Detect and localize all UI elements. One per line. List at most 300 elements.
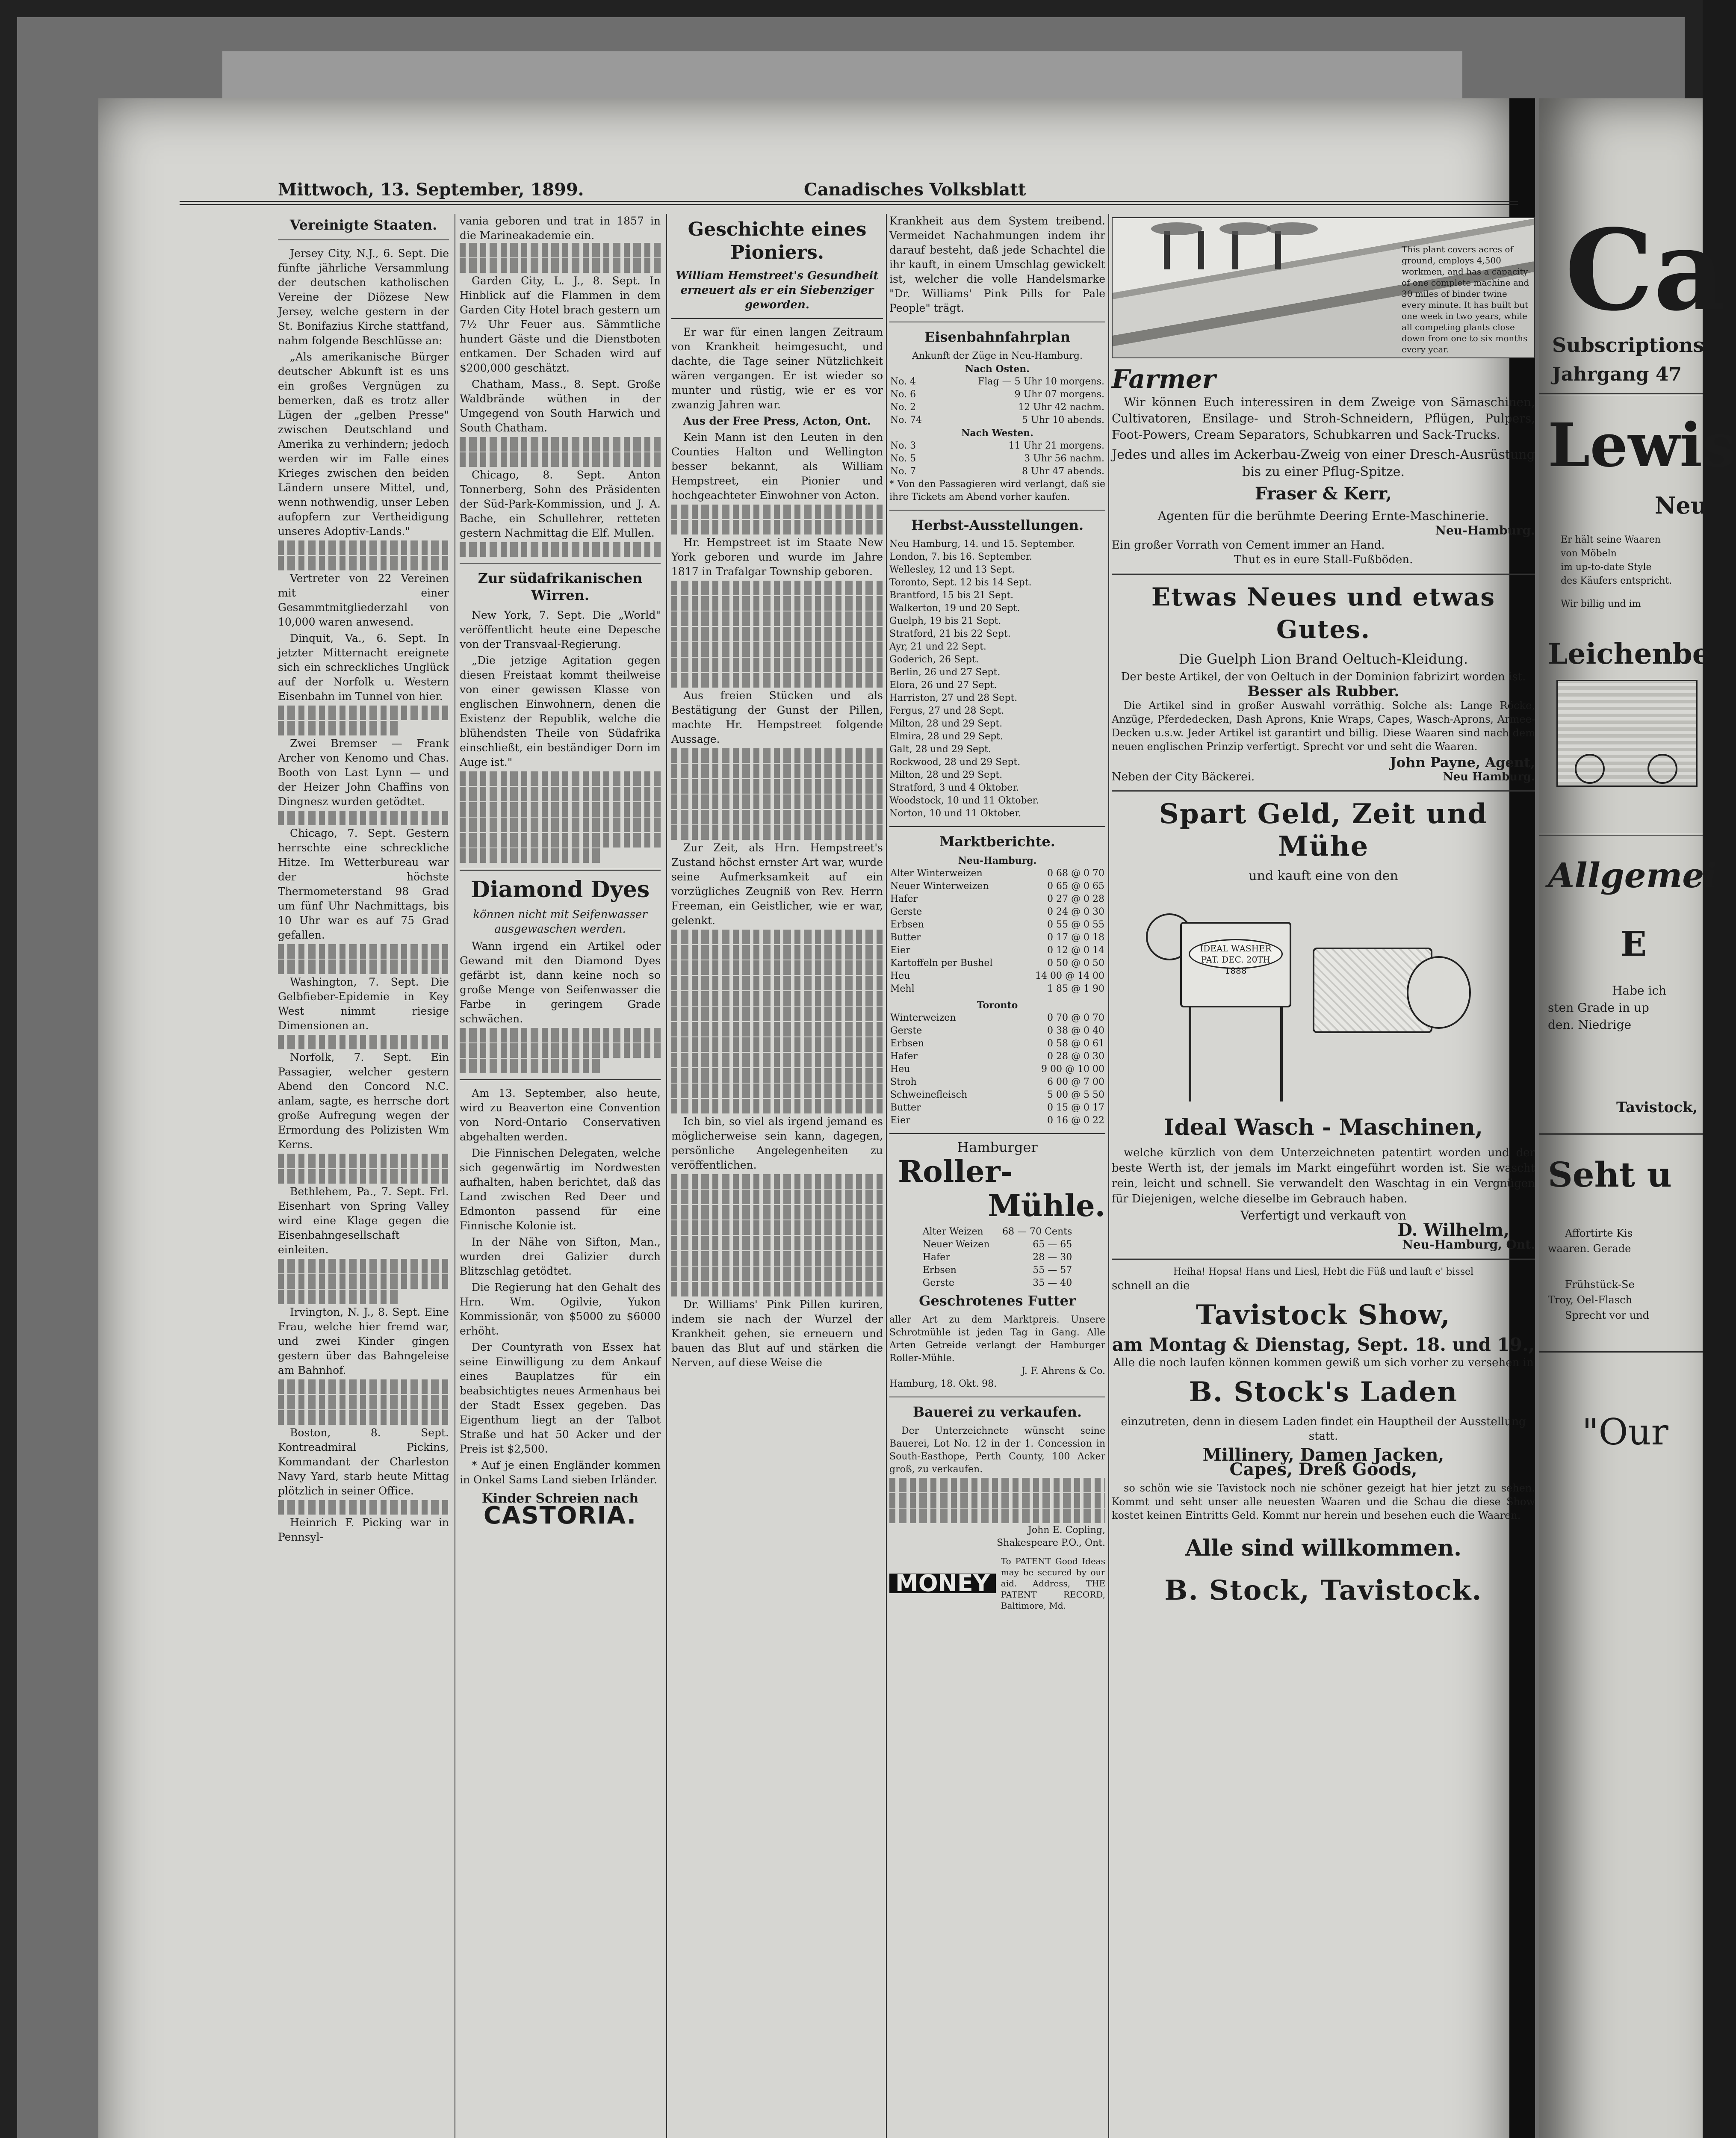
illegible-text: [671, 1236, 883, 1250]
show-ad-date: am Montag & Dienstag, Sept. 18. und 19.,: [1112, 1334, 1535, 1355]
illegible-text: [278, 1290, 398, 1304]
commodity: Hafer: [890, 1051, 918, 1062]
train-time: 8 Uhr 47 abends.: [1022, 466, 1104, 477]
chimney-icon: [1164, 231, 1170, 269]
firm-tagline: Agenten für die berühmte Deering Ernte-Maschinerie.: [1157, 509, 1489, 523]
farm-sale-heading: Bauerei zu verkaufen.: [912, 1404, 1082, 1420]
illegible-text: [671, 642, 883, 657]
money-ad-text: To PATENT Good Ideas may be secured by our aid. Address, THE PATENT RECORD, Baltimore, Md.: [1001, 1556, 1105, 1611]
list-item: Fergus, 27 und 28 Sept.: [889, 706, 1004, 716]
illegible-text: [460, 258, 661, 273]
news-item: vania geboren und trat in 1857 in die Marineakademie ein.: [460, 215, 661, 242]
illegible-text: [278, 960, 449, 974]
list-item: Harriston, 27 und 28 Sept.: [889, 693, 1018, 703]
show-ad-rhyme: Heiha! Hopsa! Hans und Liesl, Hebt die Füß und lauft e' bissel: [1173, 1267, 1474, 1277]
table-row: [889, 957, 1105, 970]
illegible-text: [460, 243, 661, 257]
ad-fragment: "Our: [1582, 1411, 1668, 1453]
illegible-text: [671, 520, 883, 534]
place-fragment: Tavistock,: [1616, 1099, 1698, 1116]
illegible-text: [460, 1043, 661, 1058]
commodity: Gerste: [890, 907, 922, 917]
divider: [671, 318, 883, 319]
text-fragment: Habe ich: [1612, 983, 1667, 998]
commodity: Alter Weizen: [922, 1226, 983, 1237]
ideal-ad-heading: Ideal Wasch - Maschinen,: [1164, 1114, 1483, 1140]
chimney-icon: [1275, 231, 1281, 269]
list-item: Elmira, 28 und 29 Sept.: [889, 731, 1004, 742]
money-logo: MONEY: [889, 1574, 996, 1593]
table-row: [889, 867, 1105, 880]
illegible-text: [278, 1154, 449, 1168]
train-number: No. 7: [890, 466, 916, 477]
column-3: [671, 214, 883, 2138]
news-item: Washington, 7. Sept. Die Gelbfieber-Epidemie in Key West nimmt riesige Dimensionen an.: [278, 976, 449, 1032]
table-row: [889, 401, 1105, 414]
column-2: [460, 214, 661, 2138]
illegible-text: [671, 779, 883, 794]
feed-text: aller Art zu dem Marktpreis. Unsere Schrotmühle ist jeden Tag in Gang. Alle Arten Getreide verlangt der Hamburger Roller-Mühle.: [889, 1314, 1105, 1364]
toronto-subheading: Toronto: [977, 1000, 1018, 1011]
smoke-icon: [1219, 222, 1271, 235]
illegible-text: [671, 1068, 883, 1083]
price: 0 70 @ 0 70: [1047, 1013, 1104, 1023]
table-row: [889, 1114, 1105, 1127]
spart-ad-heading: Spart Geld, Zeit und Mühe: [1159, 798, 1488, 862]
illegible-text: [278, 944, 449, 959]
table-row: [889, 375, 1105, 388]
wheel-icon: [1575, 754, 1605, 784]
illegible-text: [460, 787, 661, 801]
article-paragraph: Dr. Williams' Pink Pillen kuriren, indem sie nach der Wurzel der Krankheit gehen, sie erneuern und bauen das Blut auf und stärken die Nerven, auf diese Weise die: [671, 1298, 883, 1369]
news-item: In der Nähe von Sifton, Man., wurden drei Galizier durch Blitzschlag getödtet.: [460, 1236, 661, 1277]
table-row: [889, 1101, 1105, 1114]
money-patent-ad: [889, 1556, 1105, 1611]
column-5-ads: [1112, 214, 1535, 2138]
table-row: [922, 1277, 1073, 1290]
illegible-text: [671, 611, 883, 626]
neues-ad-footer: [1112, 770, 1535, 784]
commodity: Eier: [890, 1115, 910, 1126]
ad-fragment: Seht u: [1548, 1155, 1672, 1195]
news-item: * Auf je einen Engländer kommen in Onkel Sams Land sieben Irländer.: [460, 1459, 661, 1486]
illegible-text: [889, 1509, 1105, 1523]
article-continuation: Krankheit aus dem System treibend. Vermeidet Nachahmungen indem ihr darauf besteht, daß jede Schachtel die ihr kauft, in einem Umschlag gewickelt ist, welcher die volle Handelsmarke "Dr. Williams' Pink Pills for Pale People" trägt.: [889, 215, 1105, 314]
illegible-text: [460, 818, 661, 832]
text-fragment: Frühstück-Se: [1565, 1279, 1635, 1290]
text-fragment: von Möbeln: [1561, 548, 1617, 559]
news-item: „Als amerikanische Bürger deutscher Abkunft ist es uns ein großes Vergnügen zu bemerken, daß es trotz aller Lügen der „gelben Presse" zwischen Deutschland und Amerika zu verhindern; jedoch werden wir im Falle eines Krieges zwischen den beiden Ländern unsere Mittel, und, wenn nothwendig, unser Leben aufopfern zur Vertheidigung unseres Adoptiv-Lands.": [278, 351, 449, 537]
illegible-text: [671, 1022, 883, 1037]
news-item: Irvington, N. J., 8. Sept. Eine Frau, welche hier fremd war, und zwei Kinder gingen gestern über das Bahngeleise am Bahnhof.: [278, 1306, 449, 1376]
news-item: New York, 7. Sept. Die „World" veröffentlicht heute eine Depesche von der Transvaal-Regierung.: [460, 609, 661, 650]
train-number: No. 5: [890, 453, 916, 464]
commodity: Stroh: [890, 1077, 917, 1087]
section-heading: Vereinigte Staaten.: [289, 217, 437, 233]
commodity: Butter: [890, 1102, 921, 1113]
article-paragraph: Zur Zeit, als Hrn. Hempstreet's Zustand höchst ernster Art war, wurde seine Aufmerksamkeit auf ein vorzügliches Zeugniß von Rev. Herrn Freeman, ein Geistlicher, wie er war, gelenkt.: [671, 842, 883, 927]
back-sheet-top-edge: [222, 51, 1462, 103]
text-fragment: Er hält seine Waaren: [1561, 534, 1661, 545]
ideal-ad-place: Neu-Hamburg, Ont.: [1402, 1237, 1535, 1252]
illegible-text: [671, 810, 883, 824]
train-number: No. 3: [890, 440, 916, 451]
illegible-text: [278, 1169, 449, 1184]
table-row: [889, 918, 1105, 931]
wheel-icon: [1647, 754, 1677, 784]
illegible-text: [278, 811, 449, 825]
train-time: Flag — 5 Uhr 10 morgens.: [978, 376, 1104, 387]
neues-ad-text: Der beste Artikel, der von Oeltuch in der Dominion fabrizirt worden ist.: [1121, 670, 1526, 683]
price: 35 — 40: [1033, 1278, 1072, 1288]
illegible-text: [671, 673, 883, 688]
ideal-ad-signature: D. Wilhelm,: [1397, 1220, 1509, 1240]
neues-ad-signature: John Payne, Agent,: [1390, 754, 1535, 771]
illegible-text: [671, 1174, 883, 1189]
illegible-text: [671, 1251, 883, 1266]
illegible-text: [671, 825, 883, 840]
news-item: Garden City, L. J., 8. Sept. In Hinblick auf die Flammen in dem Garden City Hotel brach gestern um 7½ Uhr Feuer aus. Sämmtliche hundert Gäste und die Dienstboten entkamen. Der Schaden wird auf $200,000 geschätzt.: [460, 275, 661, 374]
commodity: Erbsen: [890, 919, 924, 930]
chimney-icon: [1198, 231, 1204, 269]
commodity: Schweinefleisch: [890, 1090, 968, 1100]
market-table: [889, 867, 1105, 995]
divider: [1112, 790, 1535, 792]
commodity: Neuer Winterweizen: [890, 881, 989, 892]
text-fragment: Affortirte Kis: [1565, 1227, 1633, 1239]
price: 0 15 @ 0 17: [1047, 1102, 1104, 1113]
train-number: No. 2: [890, 402, 916, 413]
smoke-icon: [1267, 222, 1318, 235]
list-item: Toronto, Sept. 12 bis 14 Sept.: [889, 577, 1032, 588]
list-item: Rockwood, 28 und 29 Sept.: [889, 757, 1021, 768]
text-fragment: im up-to-date Style: [1561, 562, 1652, 573]
illegible-text: [671, 1007, 883, 1021]
illegible-text: [671, 960, 883, 975]
list-item: Brantford, 15 bis 21 Sept.: [889, 590, 1014, 601]
railway-east-table: [889, 375, 1105, 427]
illegible-text: [460, 771, 661, 786]
price: 0 50 @ 0 50: [1047, 958, 1104, 969]
mill-ad-title: Mühle.: [988, 1188, 1105, 1223]
commodity: Heu: [890, 1064, 910, 1075]
welcome-line: Alle sind willkommen.: [1185, 1535, 1462, 1561]
stock-ad-text: einzutreten, denn in diesem Laden findet ein Hauptheil der Ausstellung statt.: [1121, 1415, 1526, 1443]
illegible-text: [671, 1267, 883, 1281]
neues-ad-subheading: Die Guelph Lion Brand Oeltuch-Kleidung.: [1178, 651, 1468, 667]
column-rule: [666, 214, 667, 2138]
divider: [1112, 1258, 1535, 1260]
news-item: „Die jetzige Agitation gegen diesen Freistaat kommt theilweise von einer gewissen Klasse von englischen Einwohnern, denen die Existenz der Republik, welche die blühendsten Theile von Südafrika einschließt, ein beständiger Dorn im Auge ist.": [460, 654, 661, 768]
news-item: Bethlehem, Pa., 7. Sept. Frl. Eisenhart von Spring Valley wird eine Klage gegen die Eisenbahngesellschaft einleiten.: [278, 1185, 449, 1256]
illegible-text: [278, 556, 449, 570]
train-time: 5 Uhr 10 abends.: [1022, 415, 1104, 425]
commodity: Butter: [890, 932, 921, 943]
news-item: Chicago, 7. Sept. Gestern herrschte eine schreckliche Hitze. Im Wetterbureau war der höchste Thermometerstand 98 Grad um fünf Uhr Nachmittags, bis 10 Uhr war es auf 75 Grad gefallen.: [278, 827, 449, 941]
stock-ad-line: Capes, Dreß Goods,: [1229, 1459, 1417, 1479]
commodity: Erbsen: [922, 1265, 957, 1276]
table-row: [889, 388, 1105, 401]
list-item: Elora, 26 und 27 Sept.: [889, 680, 997, 691]
text-fragment: Wir billig und im: [1561, 599, 1641, 609]
illegible-text: [671, 930, 883, 944]
column-rule: [886, 214, 887, 2138]
illegible-text: [460, 1059, 600, 1073]
table-row: [922, 1238, 1073, 1251]
illegible-text: [278, 721, 398, 735]
news-item: Der Countyrath von Essex hat seine Einwilligung zu dem Ankauf eines Bauplatzes für ein beabsichtigtes neues Armenhaus bei der Stadt Essex gegeben. Das Eigenthum liegt an der Talbot Straße und hat 50 Acker und der Preis ist $2,500.: [460, 1341, 661, 1455]
text-fragment: sten Grade in up: [1548, 1001, 1649, 1015]
list-item: Norton, 10 und 11 Oktober.: [889, 808, 1022, 819]
table-row: [889, 452, 1105, 465]
funeral-ad-fragment: Leichenbe: [1548, 637, 1710, 670]
table-row: [889, 1037, 1105, 1050]
text-fragment: den. Niedrige: [1548, 1018, 1632, 1032]
list-item: Neu Hamburg, 14. und 15. September.: [889, 539, 1075, 549]
illegible-text: [278, 1259, 449, 1273]
ad-heading-diamond-dyes: Diamond Dyes: [470, 877, 650, 903]
table-row: [922, 1251, 1073, 1264]
washer-drum-end-icon: [1407, 956, 1471, 1029]
section-heading: Geschichte eines Pioniers.: [688, 219, 867, 263]
neues-ad-bold: Besser als Rubber.: [1247, 683, 1399, 700]
list-item: Goderich, 26 Sept.: [889, 654, 979, 665]
illegible-text: [671, 748, 883, 763]
commodity: Erbsen: [890, 1038, 924, 1049]
price: 0 65 @ 0 65: [1047, 881, 1104, 892]
news-item: Norfolk, 7. Sept. Ein Passagier, welcher gestern Abend den Concord N.C. anlam, sagte, es herrsche dort große Aufregung wegen der Ermordung des Polizisten Wm Kerns.: [278, 1051, 449, 1151]
price: 1 85 @ 1 90: [1047, 983, 1104, 994]
illegible-text: [671, 581, 883, 595]
running-head-date: Mittwoch, 13. September, 1899.: [278, 180, 584, 200]
commodity: Neuer Weizen: [922, 1239, 990, 1250]
toronto-market-table: [889, 1012, 1105, 1127]
ad-fragment: E: [1621, 924, 1647, 964]
subscription-fragment: Subscriptions: [1552, 334, 1704, 357]
cement-notice: Thut es in eure Stall-Fußböden.: [1234, 553, 1413, 566]
divider: [1539, 1351, 1703, 1353]
article-paragraph: Aus freien Stücken und als Bestätigung der Gunst der Pillen, machte Hr. Hempstreet folgende Aussage.: [671, 689, 883, 745]
commodity: Mehl: [890, 983, 915, 994]
illegible-text: [889, 1478, 1105, 1492]
neues-ad-place: Neu Hamburg.: [1443, 771, 1535, 783]
cement-notice: Ein großer Vorrath von Cement immer an Hand.: [1112, 539, 1385, 552]
head-rule: [180, 201, 1518, 205]
list-item: Galt, 28 und 29 Sept.: [889, 744, 991, 755]
list-item: Stratford, 3 und 4 Oktober.: [889, 783, 1019, 793]
illegible-text: [460, 848, 600, 863]
smoke-icon: [1151, 222, 1202, 235]
illegible-text: [460, 452, 661, 467]
show-ad-rhyme: schnell an die: [1112, 1279, 1190, 1292]
divider: [460, 1079, 661, 1080]
illegible-text: [278, 1274, 449, 1289]
market-subheading: Neu-Hamburg.: [958, 855, 1037, 866]
stock-ad-line: Millinery, Damen Jacken,: [1202, 1445, 1444, 1465]
news-item: Am 13. September, also heute, wird zu Beaverton eine Convention von Nord-Ontario Conservativen abgehalten werden.: [460, 1087, 661, 1143]
list-item: Walkerton, 19 und 20 Sept.: [889, 603, 1020, 614]
table-row: [889, 440, 1105, 452]
illegible-text: [671, 794, 883, 809]
train-number: No. 74: [890, 415, 922, 425]
farmer-ad-text: Wir können Euch interessiren in dem Zweige von Sämaschinen, Cultivatoren, Ensilage- und Stroh-Schneidern, Pflügen, Pulpers, Foot-Powers, Cream Separators, Schubkarren und Sack-Trucks.: [1112, 395, 1535, 442]
stock-ad-signature: B. Stock, Tavistock.: [1164, 1574, 1482, 1606]
fair-list: [889, 538, 1105, 820]
stock-ad-heading: B. Stock's Laden: [1189, 1376, 1458, 1408]
mill-ad-title: Roller-: [898, 1154, 1013, 1189]
news-item: Heinrich F. Picking war in Pennsyl-: [278, 1516, 449, 1543]
illegible-text: [671, 976, 883, 990]
illegible-text: [671, 658, 883, 672]
divider: [460, 869, 661, 871]
illegible-text: [278, 1500, 449, 1515]
illegible-text: [671, 1053, 883, 1067]
railway-note: * Von den Passagieren wird verlangt, daß sie ihre Tickets am Abend vorher kaufen.: [889, 479, 1105, 502]
section-heading-market: Marktberichte.: [939, 833, 1055, 850]
news-item: Die Regierung hat den Gehalt des Hrn. Wm. Ogilvie, Yukon Kommissionär, von $5000 zu $6000 erhöht.: [460, 1281, 661, 1337]
firm-name: Fraser & Kerr,: [1255, 484, 1392, 504]
running-head-paper: Canadisches Volksblatt: [804, 180, 1026, 200]
price: 28 — 30: [1033, 1252, 1072, 1263]
column-4: [889, 214, 1105, 2138]
table-row: [889, 465, 1105, 478]
neues-ad-heading: Etwas Neues und etwas Gutes.: [1151, 582, 1496, 644]
farmer-ad-text: Jedes und alles im Ackerbau-Zweig von einer Dresch-Ausrüstung bis zu einer Pflug-Spitze.: [1112, 447, 1535, 479]
price: 55 — 57: [1033, 1265, 1072, 1276]
article-paragraph: Kein Mann ist den Leuten in den Counties Halton und Wellington besser bekannt, als William Hempstreet, ein Pionier und hochgeachteter Einwohner von Acton.: [671, 431, 883, 502]
train-number: No. 4: [890, 376, 916, 387]
table-row: [889, 1050, 1105, 1063]
divider: [1539, 1133, 1703, 1135]
section-subheading: William Hemstreet's Gesundheit erneuert als er ein Siebenziger geworden.: [676, 269, 879, 311]
table-row: [889, 414, 1105, 427]
spart-ad-subheading: und kauft eine von den: [1249, 868, 1398, 883]
table-row: [889, 983, 1105, 995]
divider: [889, 1133, 1105, 1134]
article-paragraph: Ich bin, so viel als irgend jemand es möglicherweise sein kann, dagegen, persönliche Angelegenheiten zu veröffentlichen.: [671, 1115, 883, 1171]
illegible-text: [671, 1220, 883, 1235]
illegible-text: [889, 1493, 1105, 1508]
table-row: [889, 970, 1105, 983]
illegible-text: [460, 833, 661, 848]
illegible-text: [671, 1282, 883, 1296]
table-row: [889, 906, 1105, 918]
illegible-text: [460, 437, 661, 452]
chimney-icon: [1232, 231, 1238, 269]
illegible-text: [278, 706, 449, 720]
show-ad-text: Alle die noch laufen können kommen gewiß um sich vorher zu versehen in: [1113, 1356, 1534, 1369]
neues-ad-text: Die Artikel sind in großer Auswahl vorräthig. Solche als: Lange Röcke, Anzüge, Pferdedecken, Dash Aprons, Knie Wraps, Capes, Wasch-Aprons, Armee-Decken u.s.w. Jeder Artikel ist garantirt und billig. Diese Waaren sind nach dem neuen englischen Prinzip verfertigt. Sprecht vor und seht die Waaren.: [1112, 700, 1535, 753]
price: 6 00 @ 7 00: [1047, 1077, 1104, 1087]
firm-place: Neu-Hamburg.: [1435, 523, 1535, 537]
ideal-ad-text: welche kürzlich von dem Unterzeichneten patentirt worden und der beste Werth ist, der jemals im Markt eingeführt worden ist. Sie wascht rein, leicht und schnell. Sie verwandelt den Waschtag in ein Vergnügen für Diejenigen, welche dieselbe im Gebrauch haben.: [1112, 1146, 1535, 1205]
railway-subheading: Ankunft der Züge in Neu-Hamburg.: [912, 351, 1083, 361]
divider: [889, 826, 1105, 827]
table-row: [889, 1076, 1105, 1089]
list-item: Woodstock, 10 und 11 Oktober.: [889, 795, 1039, 806]
commodity: Gerste: [890, 1025, 922, 1036]
illegible-text: [460, 802, 661, 817]
list-item: Wellesley, 12 und 13 Sept.: [889, 564, 1015, 575]
volume-fragment: Jahrgang 47: [1552, 363, 1682, 385]
divider: [278, 239, 449, 240]
table-row: [889, 1012, 1105, 1025]
news-item: Dinquit, Va., 6. Sept. In jetzter Mitternacht ereignete sich ein schreckliches Unglück auf der Norfolk u. Western Eisenbahn im Tunnel von hier.: [278, 632, 449, 703]
illegible-text: [671, 1099, 883, 1113]
feed-heading: Geschrotenes Futter: [919, 1293, 1076, 1309]
price: 68 — 70 Cents: [1002, 1226, 1072, 1237]
price: 5 00 @ 5 50: [1047, 1090, 1104, 1100]
illegible-text: [278, 1379, 449, 1394]
divider: [1539, 834, 1703, 836]
farmer-ad-heading: Farmer: [1112, 364, 1216, 394]
price: 9 00 @ 10 00: [1041, 1064, 1104, 1075]
ideal-ad-line: Verfertigt und verkauft von: [1240, 1208, 1406, 1223]
illegible-text: [460, 542, 661, 557]
section-heading-railway: Eisenbahnfahrplan: [924, 329, 1070, 345]
mill-ad-intro: Hamburger: [957, 1139, 1038, 1155]
list-item: Ayr, 21 und 22 Sept.: [889, 641, 986, 652]
price: 0 16 @ 0 22: [1047, 1115, 1104, 1126]
news-item: Zwei Bremser — Frank Archer von Kenomo und Chas. Booth von Last Lynn — und der Heizer John Chaffins von Dingnesz wurden getödtet.: [278, 737, 449, 808]
table-row: [889, 893, 1105, 906]
price: 0 68 @ 0 70: [1047, 868, 1104, 879]
illegible-text: [671, 1037, 883, 1052]
table-row: [889, 931, 1105, 944]
farm-sale-address: Shakespeare P.O., Ont.: [997, 1538, 1105, 1548]
table-row: [889, 1025, 1105, 1037]
list-item: Berlin, 26 und 27 Sept.: [889, 667, 1001, 678]
train-time: 11 Uhr 21 morgens.: [1008, 440, 1104, 451]
railway-west-table: [889, 440, 1105, 478]
illegible-text: [671, 627, 883, 641]
text-fragment: des Käufers entspricht.: [1561, 576, 1672, 586]
commodity: Gerste: [922, 1278, 955, 1288]
illegible-text: [671, 505, 883, 519]
illegible-text: [671, 991, 883, 1006]
neues-ad-location: Neben der City Bäckerei.: [1112, 771, 1255, 783]
price: 0 27 @ 0 28: [1047, 894, 1104, 904]
table-row: [889, 1089, 1105, 1101]
list-item: London, 7. bis 16. September.: [889, 552, 1032, 562]
list-item: Stratford, 21 bis 22 Sept.: [889, 629, 1011, 639]
mill-price-table: [922, 1226, 1073, 1290]
price: 0 24 @ 0 30: [1047, 907, 1104, 917]
ad-subheading: können nicht mit Seifenwasser ausgewaschen werden.: [473, 908, 647, 936]
article-paragraph: Hr. Hempstreet ist im Staate New York geboren und wurde im Jahre 1817 in Trafalgar Township geboren.: [671, 536, 883, 578]
illegible-text: [278, 1410, 449, 1425]
illegible-text: [278, 1035, 449, 1049]
price: 0 17 @ 0 18: [1047, 932, 1104, 943]
illegible-text: [671, 1190, 883, 1204]
news-item: Jersey City, N.J., 6. Sept. Die fünfte jährliche Versammlung der deutschen katholischen Vereine der Diözese New Jersey, welche gestern in der St. Bonifazius Kirche stattfand, nahm folgende Beschlüsse an:: [278, 247, 449, 347]
illegible-text: [671, 764, 883, 778]
stock-ad-text: so schön wie sie Tavistock noch nie schöner gezeigt hat hier jetzt zu sehen. Kommt und seht unser alle neuesten Waaren und die Schau die diese Show kostet keinen Eintritts Geld. Kommt nur herein und besehen euch die Waaren.: [1112, 1482, 1535, 1521]
list-item: Milton, 28 und 29 Sept.: [889, 718, 1003, 729]
factory-illustration: [1112, 217, 1535, 358]
price: 0 28 @ 0 30: [1047, 1051, 1104, 1062]
article-source: Aus der Free Press, Acton, Ont.: [683, 415, 871, 427]
news-item: Chatham, Mass., 8. Sept. Große Waldbrände wüthen in der Umgegend von South Harwich und South Chatham.: [460, 378, 661, 434]
column-rule: [1108, 214, 1109, 2138]
price: 0 55 @ 0 55: [1047, 919, 1104, 930]
railway-east-heading: Nach Osten.: [965, 363, 1030, 375]
text-fragment: Troy, Oel-Flasch: [1548, 1294, 1633, 1306]
commodity: Hafer: [890, 894, 918, 904]
illegible-text: [671, 945, 883, 960]
feed-signature: J. F. Ahrens & Co.: [1021, 1366, 1105, 1376]
price: 0 12 @ 0 14: [1047, 945, 1104, 956]
